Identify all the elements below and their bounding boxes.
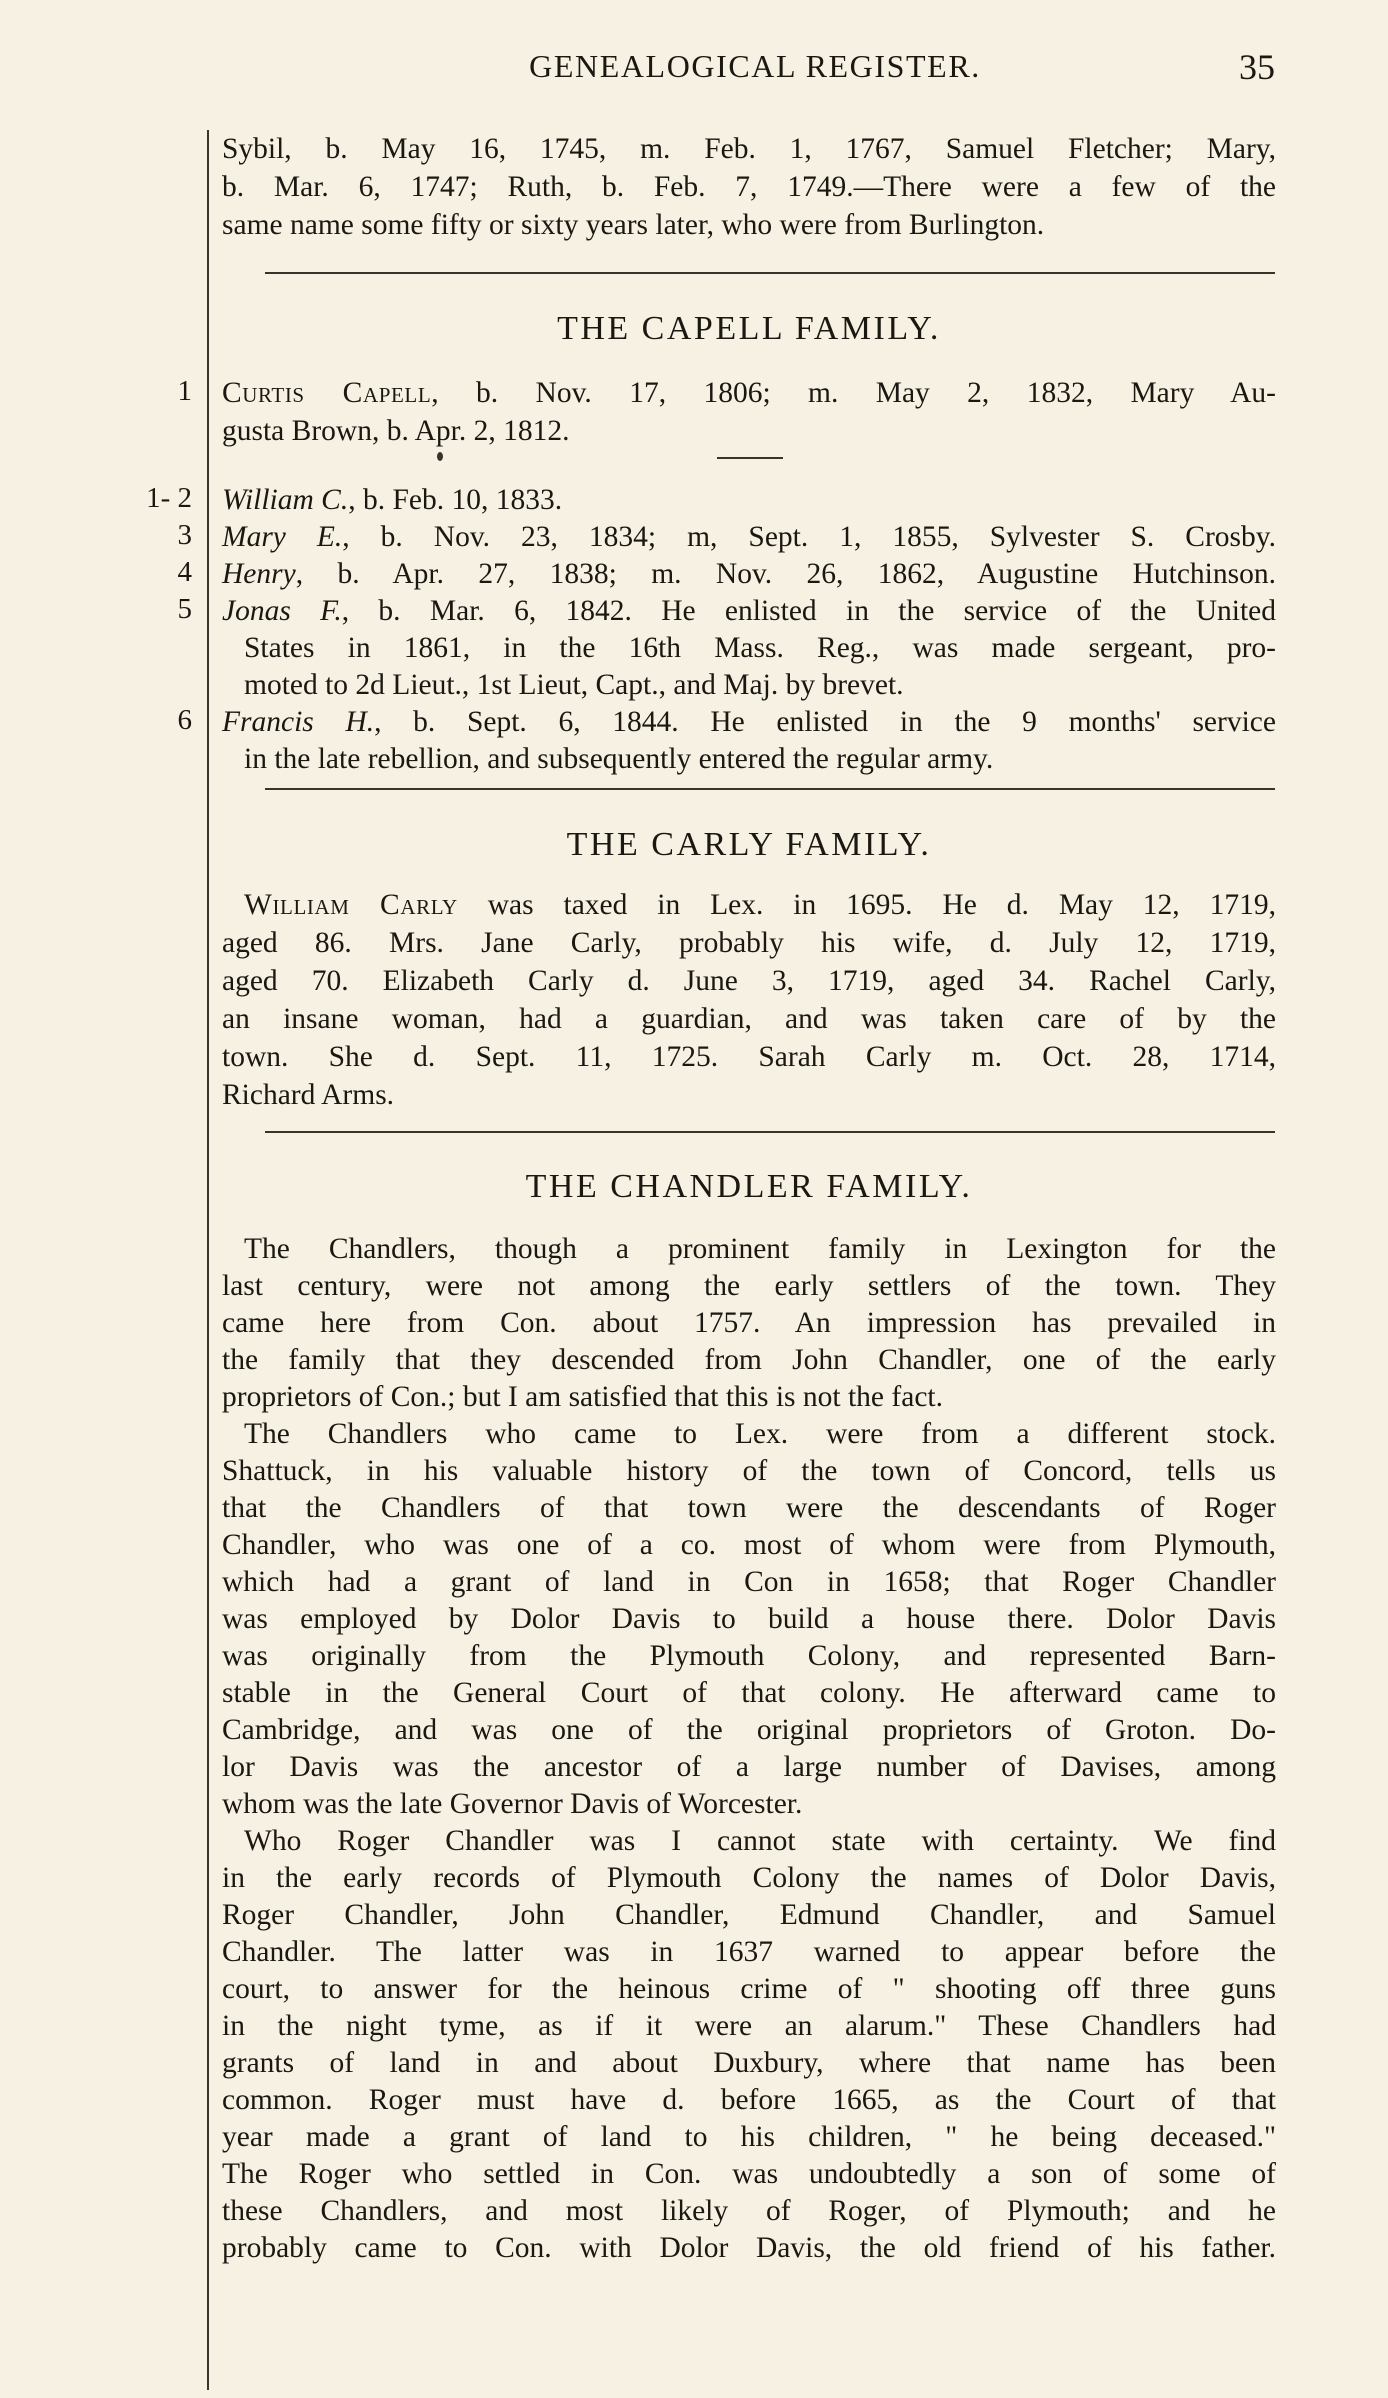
section-heading-carly: THE CARLY FAMILY. [566, 826, 932, 863]
margin-number: 3 [177, 519, 192, 551]
margin-number: 1 [177, 375, 192, 407]
text-line: Curtis Capell, b. Nov. 17, 1806; m. May 2, 1832, Mary Au- [222, 377, 1276, 409]
text-line: The Chandlers who came to Lex. were from a different stock. [244, 1418, 1276, 1450]
text-line: moted to 2d Lieut., 1st Lieut, Capt., and Maj. by brevet. [244, 669, 904, 701]
text-line: Richard Arms. [222, 1079, 395, 1111]
text-line: The Roger who settled in Con. was undoubtedly a son of some of [222, 2158, 1276, 2190]
text-line: that the Chandlers of that town were the descendants of Roger [222, 1492, 1276, 1524]
text-line: Sybil, b. May 16, 1745, m. Feb. 1, 1767, Samuel Fletcher; Mary, [222, 133, 1276, 165]
short-divider [717, 457, 783, 459]
margin-number: 6 [177, 704, 192, 736]
text-line: Chandler, who was one of a co. most of whom were from Plymouth, [222, 1529, 1276, 1561]
child-entry: William C., b. Feb. 10, 1833. [222, 484, 563, 516]
text-line: which had a grant of land in Con in 1658; that Roger Chandler [222, 1566, 1276, 1598]
text-line: gusta Brown, b. Apr. 2, 1812. [222, 415, 570, 447]
text-line: William Carly was taxed in Lex. in 1695. He d. May 12, 1719, [244, 889, 1276, 921]
text-line: proprietors of Con.; but I am satisfied that this is not the fact. [222, 1381, 943, 1413]
margin-number: 5 [177, 593, 192, 625]
text-line: last century, were not among the early settlers of the town. They [222, 1270, 1276, 1302]
text-line: stable in the General Court of that colony. He afterward came to [222, 1677, 1276, 1709]
text-line: probably came to Con. with Dolor Davis, the old friend of his father. [222, 2232, 1276, 2264]
text-line: States in 1861, in the 16th Mass. Reg., was made sergeant, pro- [244, 632, 1276, 664]
text-line: these Chandlers, and most likely of Roger, of Plymouth; and he [222, 2195, 1276, 2227]
section-divider [265, 272, 1275, 274]
text-line: came here from Con. about 1757. An impression has prevailed in [222, 1307, 1276, 1339]
text-line: grants of land in and about Duxbury, where that name has been [222, 2047, 1276, 2079]
text-line: lor Davis was the ancestor of a large number of Davises, among [222, 1751, 1276, 1783]
text-line: Roger Chandler, John Chandler, Edmund Chandler, and Samuel [222, 1899, 1276, 1931]
text-line: Shattuck, in his valuable history of the town of Concord, tells us [222, 1455, 1276, 1487]
section-divider [265, 1131, 1275, 1133]
text-line: in the late rebellion, and subsequently entered the regular army. [244, 743, 994, 775]
text-line: Cambridge, and was one of the original proprietors of Groton. Do- [222, 1714, 1276, 1746]
margin-rule [207, 130, 209, 2390]
text-line: whom was the late Governor Davis of Worcester. [222, 1788, 803, 1820]
ink-dot [437, 452, 443, 461]
person-name: Curtis Capell [222, 377, 432, 409]
child-name: Mary E. [222, 521, 343, 553]
text-line: The Chandlers, though a prominent family in Lexington for the [244, 1233, 1276, 1265]
person-name: William Carly [244, 889, 458, 921]
text-line: same name some fifty or sixty years later, who were from Burlington. [222, 209, 1045, 241]
text-line: the family that they descended from John Chandler, one of the early [222, 1344, 1276, 1376]
text-line: year made a grant of land to his children, " he being deceased." [222, 2121, 1276, 2153]
running-title: GENEALOGICAL REGISTER. [529, 48, 981, 84]
text-line: Who Roger Chandler was I cannot state with certainty. We find [244, 1825, 1276, 1857]
child-entry: Henry, b. Apr. 27, 1838; m. Nov. 26, 1862, Augustine Hutchinson. [222, 558, 1276, 590]
text-line: Chandler. The latter was in 1637 warned to appear before the [222, 1936, 1276, 1968]
text-line: was employed by Dolor Davis to build a house there. Dolor Davis [222, 1603, 1276, 1635]
text-line: aged 86. Mrs. Jane Carly, probably his wife, d. July 12, 1719, [222, 927, 1276, 959]
text-line: was originally from the Plymouth Colony, and represented Barn- [222, 1640, 1276, 1672]
text-line: in the early records of Plymouth Colony the names of Dolor Davis, [222, 1862, 1276, 1894]
text-line: court, to answer for the heinous crime of " shooting off three guns [222, 1973, 1276, 2005]
page-number: 35 [1239, 47, 1275, 87]
text-line: town. She d. Sept. 11, 1725. Sarah Carly m. Oct. 28, 1714, [222, 1041, 1276, 1073]
margin-number: 4 [177, 556, 192, 588]
section-heading-chandler: THE CHANDLER FAMILY. [525, 1168, 973, 1205]
child-name: Henry [222, 558, 296, 590]
child-entry: Mary E., b. Nov. 23, 1834; m, Sept. 1, 1855, Sylvester S. Crosby. [222, 521, 1276, 553]
child-entry: Francis H., b. Sept. 6, 1844. He enlisted in the 9 months' service [222, 706, 1276, 738]
section-heading-capell: THE CAPELL FAMILY. [557, 310, 941, 347]
child-entry: Jonas F., b. Mar. 6, 1842. He enlisted in the service of the United [222, 595, 1276, 627]
text-line: in the night tyme, as if it were an alarum." These Chandlers had [222, 2010, 1276, 2042]
margin-number: 1- 2 [146, 482, 192, 514]
text-line: b. Mar. 6, 1747; Ruth, b. Feb. 7, 1749.—There were a few of the [222, 171, 1276, 203]
text-line: aged 70. Elizabeth Carly d. June 3, 1719, aged 34. Rachel Carly, [222, 965, 1276, 997]
child-name: Francis H. [222, 706, 375, 738]
child-name: William C. [222, 484, 349, 516]
section-divider [265, 788, 1275, 790]
child-name: Jonas F. [222, 595, 342, 627]
text-line: an insane woman, had a guardian, and was taken care of by the [222, 1003, 1276, 1035]
text-line: common. Roger must have d. before 1665, as the Court of that [222, 2084, 1276, 2116]
